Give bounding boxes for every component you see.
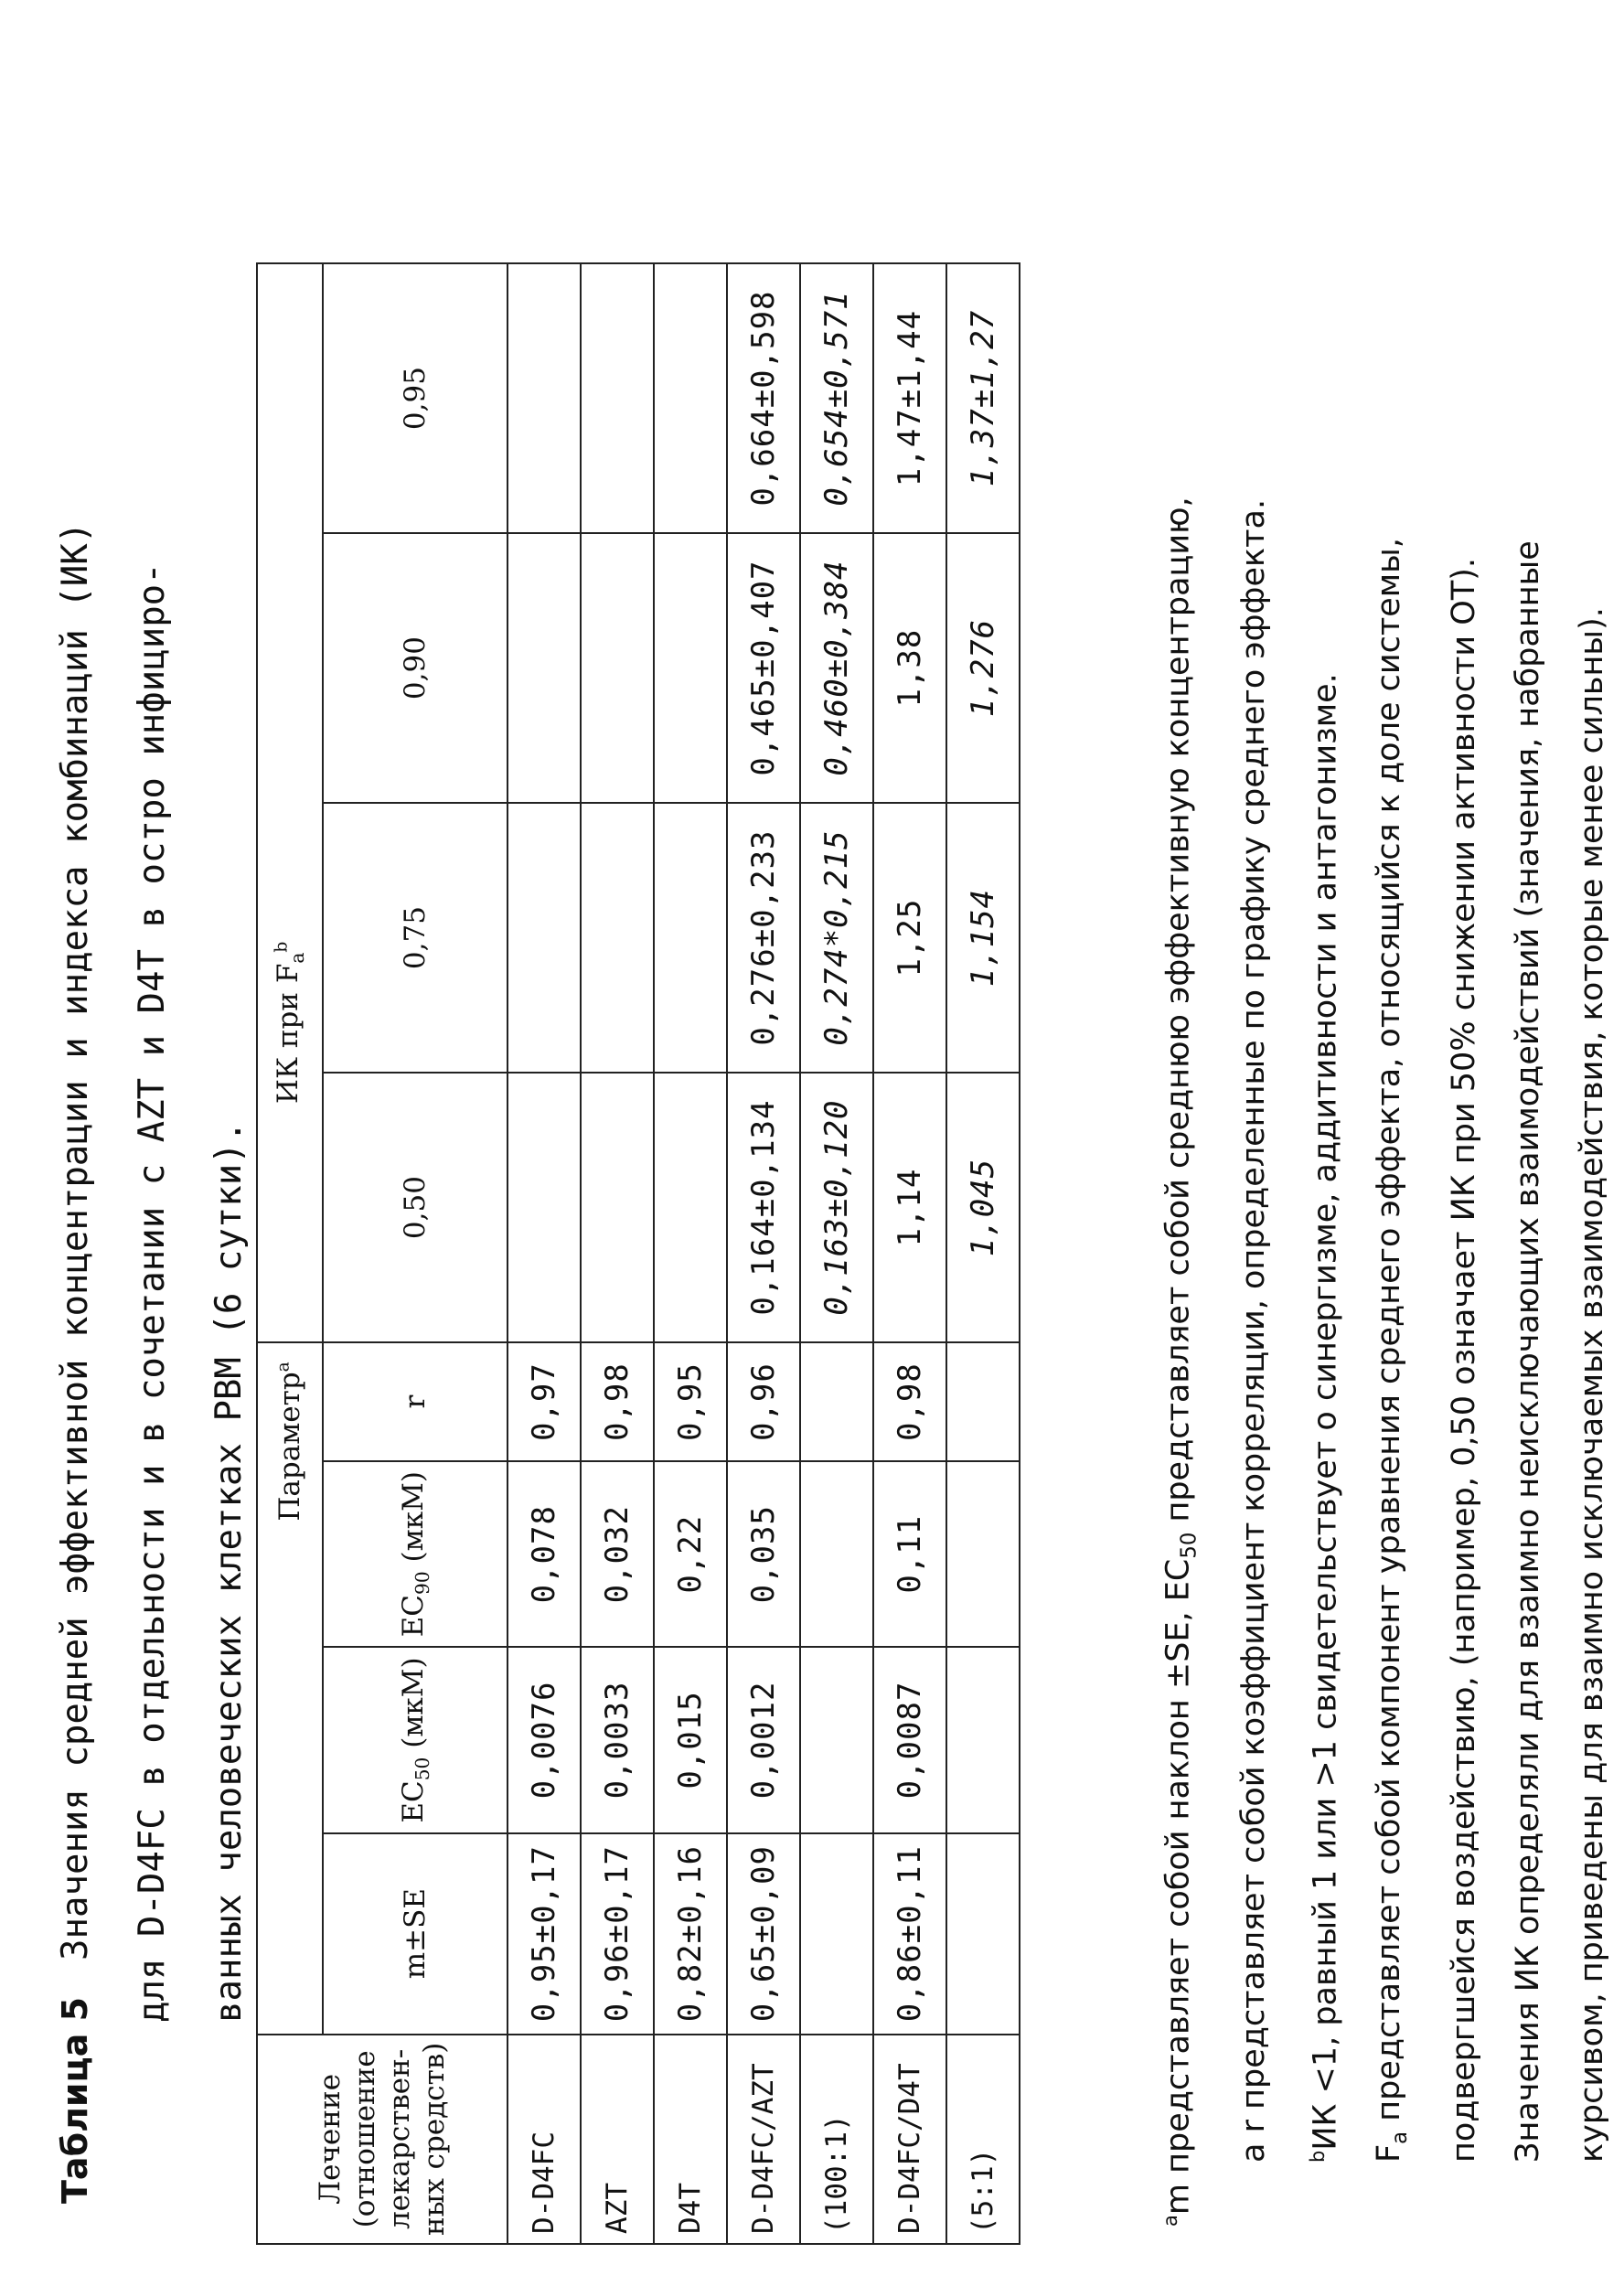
caption-line-3: ванных человеческих клетках PBM (6 сутки).	[208, 1120, 250, 2023]
cell-r: 0,98	[581, 1342, 654, 1461]
cell-f075	[581, 803, 654, 1073]
cell-f090: 1,276	[946, 533, 1020, 803]
footnote-ci-line-2: курсивом, приведены для взаимно исключаемых взаимодействия, которые менее сильны).	[1574, 607, 1611, 2163]
cell-f075: 0,276±0,233	[727, 803, 800, 1073]
cell-treatment: (100:1)	[800, 2035, 873, 2244]
ci-group-header: ИК при $F_a^b$	[257, 263, 323, 1342]
cell-ec50: 0,015	[654, 1647, 727, 1832]
cell-f050	[581, 1073, 654, 1342]
cell-f095: 1,47±1,44	[873, 263, 946, 533]
cell-f095: 0,654±0,571	[800, 263, 873, 533]
cell-f075	[654, 803, 727, 1073]
cell-m: 0,95±0,17	[508, 1833, 581, 2035]
cell-m: 0,96±0,17	[581, 1833, 654, 2035]
cell-ec90: 0,032	[581, 1461, 654, 1647]
cell-treatment: D4T	[654, 2035, 727, 2244]
footnote-fa-line-1: $F_a$ представляет собой компонент уравнения среднего эффекта, относящийся к доле системы,	[1371, 538, 1413, 2163]
caption-line-2: для D-D4FC в отдельности и в сочетании с AZT и D4T в остро инфициро-	[132, 562, 173, 2023]
caption-line-1: Таблица 5Значения средней эффективной концентрации и индекса комбинаций (ИК)	[37, 46, 114, 2204]
cell-r	[800, 1342, 873, 1461]
parameter-group-header: Параметр$^a$	[257, 1342, 323, 2035]
footnote-a-line-2: а r представляет собой коэффициент корреляции, определенные по графику среднего эффекта.	[1234, 498, 1272, 2163]
table-row	[581, 263, 654, 2244]
footnote-a-line-1: $^a$m представляет собой наклон ±SE, $EC_{50}$ представляет собой среднюю эффективную концентрацию,	[1159, 497, 1202, 2227]
cell-m	[800, 1833, 873, 2035]
cell-ec50	[800, 1647, 873, 1832]
cell-f090	[654, 533, 727, 803]
cell-f050: 1,045	[946, 1073, 1020, 1342]
cell-ec90: 0,11	[873, 1461, 946, 1647]
cell-ec50: 0,0033	[581, 1647, 654, 1832]
cell-f095: 0,664±0,598	[727, 263, 800, 533]
cell-f075: 1,154	[946, 803, 1020, 1073]
cell-treatment: D-D4FC	[508, 2035, 581, 2244]
cell-f090	[581, 533, 654, 803]
table-row	[654, 263, 727, 2244]
cell-treatment: (5:1)	[946, 2035, 1020, 2244]
cell-ec50: 0,0087	[873, 1647, 946, 1832]
cell-m: 0,82±0,16	[654, 1833, 727, 2035]
cell-ec90: 0,078	[508, 1461, 581, 1647]
table-row	[508, 263, 581, 2244]
cell-r: 0,96	[727, 1342, 800, 1461]
col-header-m: m±SE	[323, 1833, 508, 2035]
footnote-b: $^b$ИК <1, равный 1 или >1 свидетельствует о синергизме, аддитивности и антагонизме.	[1306, 673, 1344, 2163]
cell-ec50	[946, 1647, 1020, 1832]
col-header-f050: 0,50	[323, 1073, 508, 1342]
treatment-header: Лечение (отношение лекарствен- ных средств)	[257, 2035, 508, 2244]
cell-f090: 1,38	[873, 533, 946, 803]
table-label: Таблица 5	[55, 1996, 95, 2204]
cell-f075: 1,25	[873, 803, 946, 1073]
col-header-ec90: $EC_{90}$ (мкМ)	[323, 1461, 508, 1647]
cell-ec90	[800, 1461, 873, 1647]
table-row	[800, 263, 873, 2244]
cell-m: 0,86±0,11	[873, 1833, 946, 2035]
cell-r: 0,95	[654, 1342, 727, 1461]
cell-f095	[654, 263, 727, 533]
cell-f050: 0,164±0,134	[727, 1073, 800, 1342]
cell-r	[946, 1342, 1020, 1461]
cell-ec50: 0,0012	[727, 1647, 800, 1832]
cell-treatment: D-D4FC/D4T	[873, 2035, 946, 2244]
cell-r: 0,98	[873, 1342, 946, 1461]
cell-r: 0,97	[508, 1342, 581, 1461]
table-row	[946, 263, 1020, 2244]
cell-m: 0,65±0,09	[727, 1833, 800, 2035]
cell-f090: 0,465±0,407	[727, 533, 800, 803]
cell-f090: 0,460±0,384	[800, 533, 873, 803]
cell-ec50: 0,0076	[508, 1647, 581, 1832]
footnote-fa-line-2: подвергшейся воздействию, (например, 0,50 означает ИК при 50% снижении активности ОТ).	[1446, 557, 1483, 2163]
cell-f050	[654, 1073, 727, 1342]
col-header-r: r	[323, 1342, 508, 1461]
cell-f095	[581, 263, 654, 533]
cell-ec90	[946, 1461, 1020, 1647]
table-row	[727, 263, 800, 2244]
cell-f075: 0,274*0,215	[800, 803, 873, 1073]
cell-f075	[508, 803, 581, 1073]
cell-f050: 1,14	[873, 1073, 946, 1342]
footnote-ci-line-1: Значения ИК определяли для взаимно неисключающих взаимодействий (значения, набранные	[1510, 540, 1547, 2163]
table-row	[873, 263, 946, 2244]
col-header-ec50: $EC_{50}$ (мкМ)	[323, 1647, 508, 1832]
cell-f095	[508, 263, 581, 533]
cell-m	[946, 1833, 1020, 2035]
cell-treatment: AZT	[581, 2035, 654, 2244]
cell-f090	[508, 533, 581, 803]
cell-f050: 0,163±0,120	[800, 1073, 873, 1342]
cell-f050	[508, 1073, 581, 1342]
footnotes	[1138, 41, 1624, 2227]
col-header-f095: 0,95	[323, 263, 508, 533]
results-table	[256, 262, 1020, 2245]
table-caption	[37, 46, 268, 2204]
col-header-f090: 0,90	[323, 533, 508, 803]
cell-ec90: 0,035	[727, 1461, 800, 1647]
cell-ec90: 0,22	[654, 1461, 727, 1647]
col-header-f075: 0,75	[323, 803, 508, 1073]
cell-f095: 1,37±1,27	[946, 263, 1020, 533]
cell-treatment: D-D4FC/AZT	[727, 2035, 800, 2244]
